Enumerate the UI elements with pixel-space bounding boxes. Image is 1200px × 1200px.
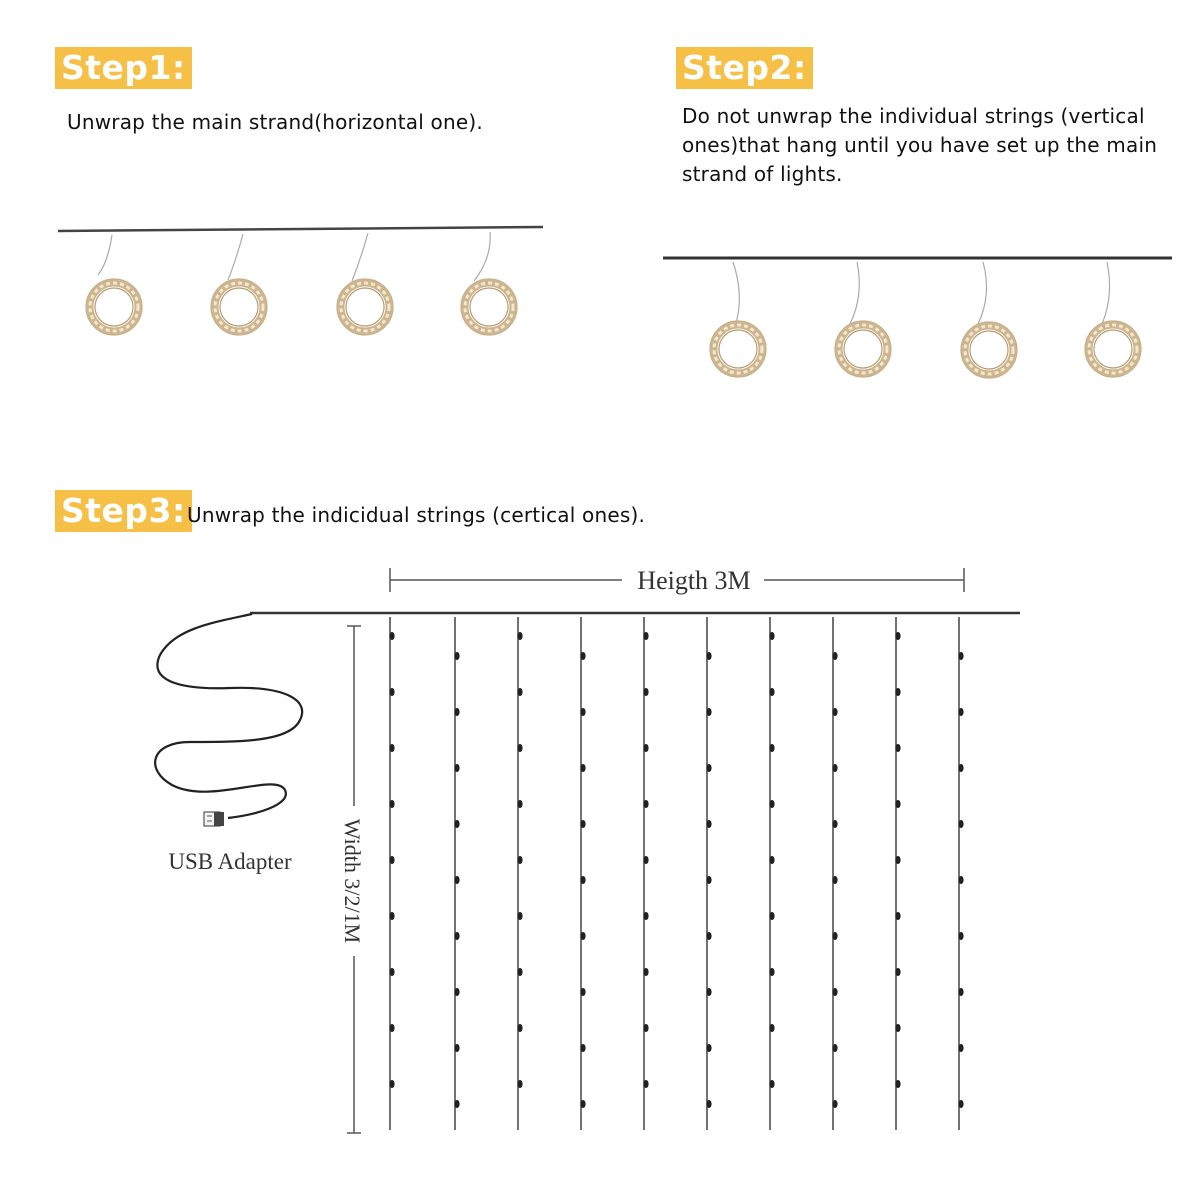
light-bulb xyxy=(832,1044,837,1052)
light-bulb xyxy=(832,764,837,772)
light-coil xyxy=(961,322,1017,378)
light-bulb xyxy=(580,708,585,716)
usb-cable xyxy=(155,614,302,818)
light-bulb xyxy=(958,1044,963,1052)
light-bulb xyxy=(454,932,459,940)
light-bulb xyxy=(580,876,585,884)
light-bulb xyxy=(895,632,900,640)
light-bulb xyxy=(580,988,585,996)
step2-instruction: Do not unwrap the individual strings (vertical ones)that hang until you have set up the main strand of lights. xyxy=(682,104,1158,186)
light-bulb xyxy=(832,820,837,828)
light-bulb xyxy=(706,652,711,660)
light-bulb xyxy=(769,1024,774,1032)
light-bulb xyxy=(958,652,963,660)
light-bulb xyxy=(643,744,648,752)
light-bulb xyxy=(958,764,963,772)
light-bulb xyxy=(769,632,774,640)
step1-badge: Step1: xyxy=(55,47,192,89)
light-bulb xyxy=(643,632,648,640)
light-bulb xyxy=(958,708,963,716)
vertical-strings xyxy=(389,617,963,1130)
light-bulb xyxy=(706,1100,711,1108)
light-bulb xyxy=(958,988,963,996)
height-label: Heigth 3M xyxy=(637,566,751,595)
light-bulb xyxy=(706,988,711,996)
hanging-wire xyxy=(850,262,859,324)
light-bulb xyxy=(706,764,711,772)
light-bulb xyxy=(389,856,394,864)
light-bulb xyxy=(517,912,522,920)
light-bulb xyxy=(769,800,774,808)
light-bulb xyxy=(832,876,837,884)
light-bulb xyxy=(895,1024,900,1032)
hanging-wire xyxy=(733,262,739,323)
light-bulb xyxy=(517,856,522,864)
light-bulb xyxy=(769,1080,774,1088)
light-bulb xyxy=(389,912,394,920)
light-bulb xyxy=(454,988,459,996)
light-bulb xyxy=(832,988,837,996)
light-bulb xyxy=(895,744,900,752)
light-coil xyxy=(211,279,267,335)
step3-badge: Step3: xyxy=(55,490,192,532)
light-coil xyxy=(710,321,766,377)
step3-illustration xyxy=(155,566,1020,1133)
light-bulb xyxy=(895,800,900,808)
light-bulb xyxy=(517,968,522,976)
light-bulb xyxy=(895,856,900,864)
light-bulb xyxy=(389,632,394,640)
light-bulb xyxy=(769,688,774,696)
light-bulb xyxy=(643,856,648,864)
light-bulb xyxy=(580,1044,585,1052)
light-bulb xyxy=(958,876,963,884)
usb-adapter-label: USB Adapter xyxy=(168,849,292,874)
width-label: Width 3/2/1M xyxy=(340,818,365,944)
light-bulb xyxy=(958,820,963,828)
hanging-wire xyxy=(352,233,368,281)
main-strand xyxy=(58,227,543,231)
light-coil xyxy=(86,279,142,335)
light-coil xyxy=(1085,321,1141,377)
step2-illustration xyxy=(663,258,1172,378)
light-bulb xyxy=(769,968,774,976)
hanging-wire xyxy=(228,234,243,280)
light-bulb xyxy=(517,632,522,640)
light-bulb xyxy=(389,800,394,808)
light-bulb xyxy=(454,1044,459,1052)
light-bulb xyxy=(389,688,394,696)
light-bulb xyxy=(706,876,711,884)
hanging-wire xyxy=(978,262,987,324)
light-bulb xyxy=(389,744,394,752)
light-bulb xyxy=(580,764,585,772)
light-bulb xyxy=(517,1080,522,1088)
light-bulb xyxy=(643,688,648,696)
light-bulb xyxy=(643,912,648,920)
light-bulb xyxy=(454,764,459,772)
light-bulb xyxy=(832,652,837,660)
light-bulb xyxy=(454,652,459,660)
light-coil xyxy=(461,279,517,335)
light-bulb xyxy=(895,968,900,976)
light-bulb xyxy=(706,820,711,828)
light-bulb xyxy=(517,1024,522,1032)
light-bulb xyxy=(832,1100,837,1108)
light-bulb xyxy=(517,688,522,696)
light-bulb xyxy=(958,932,963,940)
light-bulb xyxy=(895,1080,900,1088)
light-bulb xyxy=(643,968,648,976)
step1-instruction: Unwrap the main strand(horizontal one). xyxy=(67,110,483,134)
light-bulb xyxy=(643,1080,648,1088)
hanging-wire xyxy=(474,232,490,281)
light-bulb xyxy=(832,932,837,940)
light-bulb xyxy=(832,708,837,716)
light-bulb xyxy=(643,800,648,808)
light-bulb xyxy=(454,1100,459,1108)
light-coil xyxy=(337,279,393,335)
light-bulb xyxy=(389,968,394,976)
light-bulb xyxy=(643,1024,648,1032)
light-bulb xyxy=(580,932,585,940)
light-bulb xyxy=(958,1100,963,1108)
step3-instruction: Unwrap the indicidual strings (certical ones). xyxy=(187,503,646,527)
light-bulb xyxy=(580,652,585,660)
light-bulb xyxy=(706,1044,711,1052)
light-bulb xyxy=(454,820,459,828)
hanging-wire xyxy=(98,235,112,275)
light-bulb xyxy=(769,744,774,752)
light-bulb xyxy=(895,688,900,696)
step2-badge: Step2: xyxy=(676,47,813,89)
light-bulb xyxy=(454,876,459,884)
light-bulb xyxy=(580,1100,585,1108)
light-bulb xyxy=(769,912,774,920)
light-bulb xyxy=(389,1024,394,1032)
hanging-wire xyxy=(1102,262,1110,324)
step1-illustration xyxy=(58,227,543,335)
light-bulb xyxy=(706,708,711,716)
light-coil xyxy=(835,321,891,377)
light-bulb xyxy=(389,1080,394,1088)
light-bulb xyxy=(580,820,585,828)
light-bulb xyxy=(517,800,522,808)
usb-plug-icon xyxy=(204,812,224,826)
light-bulb xyxy=(454,708,459,716)
light-bulb xyxy=(769,856,774,864)
light-bulb xyxy=(517,744,522,752)
light-bulb xyxy=(706,932,711,940)
light-bulb xyxy=(895,912,900,920)
